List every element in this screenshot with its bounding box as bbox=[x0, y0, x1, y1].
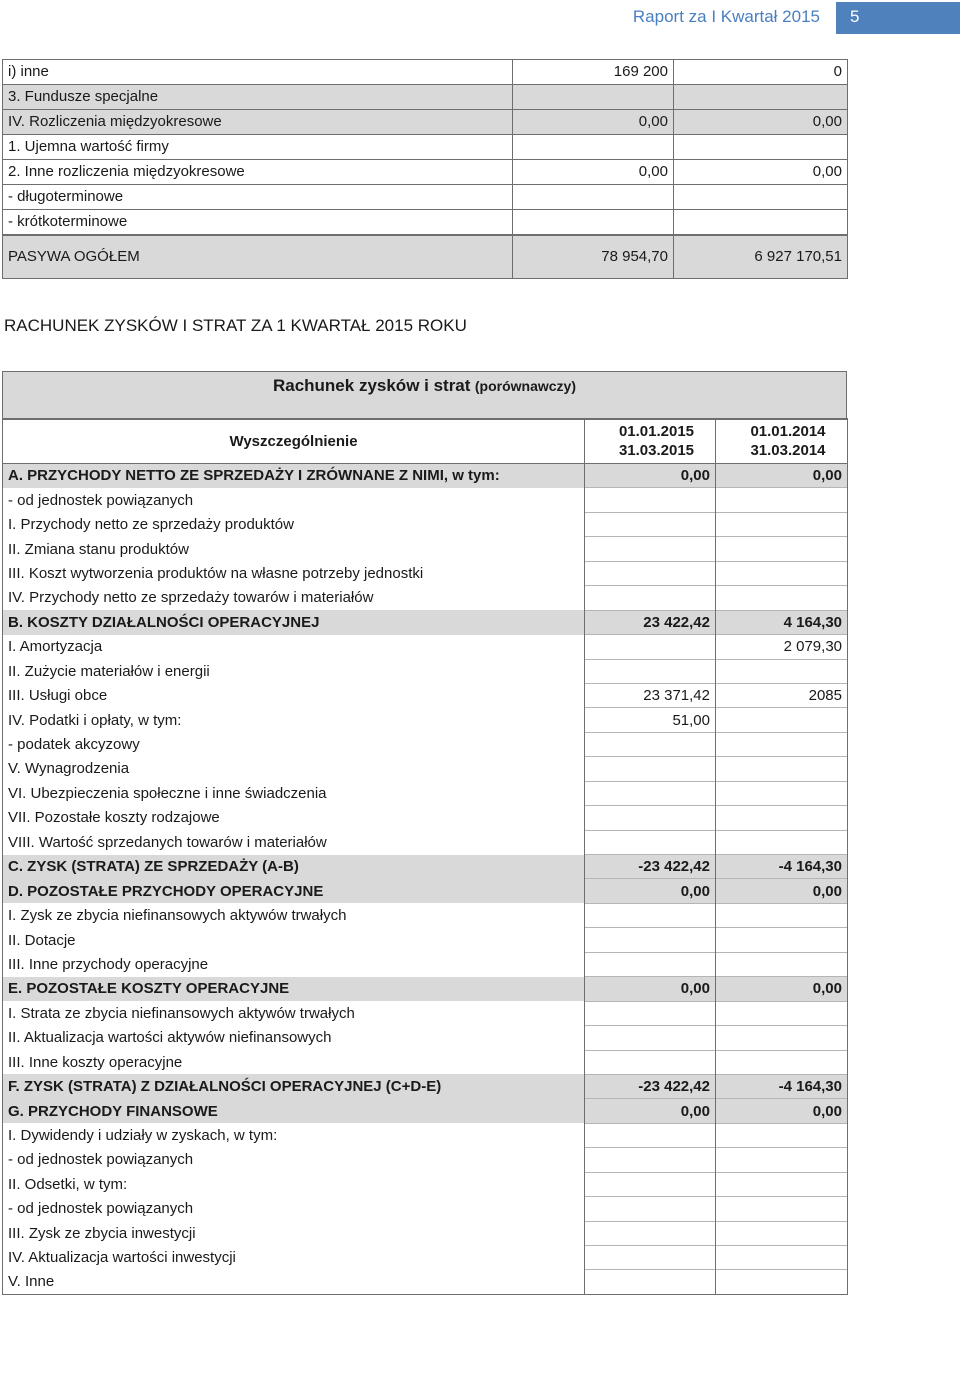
value-2014 bbox=[716, 659, 848, 683]
table-row bbox=[3, 512, 848, 536]
value-2014: -4 164,30 bbox=[716, 1074, 848, 1098]
value-2015 bbox=[585, 781, 716, 805]
value-2014 bbox=[716, 928, 848, 952]
header-description: Wyszczególnienie bbox=[3, 419, 585, 464]
row-label: V. Wynagrodzenia bbox=[3, 757, 585, 781]
table-row bbox=[3, 1221, 848, 1245]
value-2014: 0,00 bbox=[716, 977, 848, 1001]
table-row bbox=[3, 683, 848, 707]
row-label: - od jednostek powiązanych bbox=[3, 488, 585, 512]
value-2014 bbox=[716, 1270, 848, 1294]
row-label: IV. Przychody netto ze sprzedaży towarów i materiałów bbox=[3, 586, 585, 610]
row-label: II. Odsetki, w tym: bbox=[3, 1172, 585, 1196]
value-2015 bbox=[585, 757, 716, 781]
row-label: 3. Fundusze specjalne bbox=[3, 85, 513, 110]
value-2014: 0,00 bbox=[716, 464, 848, 488]
balance-row bbox=[3, 110, 848, 135]
page-number-box bbox=[836, 2, 960, 34]
income-statement-body bbox=[3, 464, 848, 1295]
row-label: 1. Ujemna wartość firmy bbox=[3, 135, 513, 160]
value-2014 bbox=[674, 135, 848, 160]
total-label: PASYWA OGÓŁEM bbox=[3, 235, 513, 279]
value-2015 bbox=[585, 1050, 716, 1074]
header-period-2014-end: 31.03.2014 bbox=[750, 442, 826, 459]
table-row bbox=[3, 903, 848, 927]
table-row bbox=[3, 1001, 848, 1025]
row-label: I. Dywidendy i udziały w zyskach, w tym: bbox=[3, 1123, 585, 1147]
row-label: V. Inne bbox=[3, 1270, 585, 1294]
balance-row bbox=[3, 60, 848, 85]
page-number: 5 bbox=[850, 7, 860, 26]
header-period-2015 bbox=[585, 419, 716, 464]
row-label: - od jednostek powiązanych bbox=[3, 1197, 585, 1221]
value-2014: 4 164,30 bbox=[716, 610, 848, 634]
row-label: - od jednostek powiązanych bbox=[3, 1148, 585, 1172]
value-2015 bbox=[585, 732, 716, 756]
value-2015 bbox=[585, 1246, 716, 1270]
value-2015 bbox=[585, 1172, 716, 1196]
table-row bbox=[3, 1123, 848, 1147]
value-2014 bbox=[716, 732, 848, 756]
value-2014 bbox=[716, 1246, 848, 1270]
row-label: G. PRZYCHODY FINANSOWE bbox=[3, 1099, 585, 1123]
row-label: i) inne bbox=[3, 60, 513, 85]
value-2014 bbox=[674, 210, 848, 236]
page-header bbox=[0, 0, 960, 34]
value-2015 bbox=[585, 1001, 716, 1025]
row-label: VIII. Wartość sprzedanych towarów i materiałów bbox=[3, 830, 585, 854]
value-2015: 0,00 bbox=[585, 1099, 716, 1123]
row-label: IV. Podatki i opłaty, w tym: bbox=[3, 708, 585, 732]
value-2015 bbox=[585, 928, 716, 952]
row-label: VII. Pozostałe koszty rodzajowe bbox=[3, 806, 585, 830]
value-2014: -4 164,30 bbox=[716, 855, 848, 879]
table-row bbox=[3, 708, 848, 732]
row-label: I. Amortyzacja bbox=[3, 635, 585, 659]
value-2015 bbox=[585, 635, 716, 659]
value-2015 bbox=[585, 1270, 716, 1294]
value-2015 bbox=[585, 488, 716, 512]
table-row bbox=[3, 1246, 848, 1270]
value-2015: 23 422,42 bbox=[585, 610, 716, 634]
balance-total-row bbox=[3, 235, 848, 279]
value-2014 bbox=[716, 830, 848, 854]
table-row bbox=[3, 464, 848, 488]
row-label: A. PRZYCHODY NETTO ZE SPRZEDAŻY I ZRÓWNANE Z NIMI, w tym: bbox=[3, 464, 585, 488]
table-row bbox=[3, 1099, 848, 1123]
table-row bbox=[3, 1270, 848, 1294]
value-2014: 2085 bbox=[716, 683, 848, 707]
value-2014: 0,00 bbox=[674, 160, 848, 185]
value-2014: 0,00 bbox=[716, 879, 848, 903]
row-label: III. Koszt wytworzenia produktów na własne potrzeby jednostki bbox=[3, 561, 585, 585]
table-row bbox=[3, 1197, 848, 1221]
balance-sheet-liabilities-table bbox=[2, 59, 848, 279]
table-row bbox=[3, 732, 848, 756]
row-label: E. POZOSTAŁE KOSZTY OPERACYJNE bbox=[3, 977, 585, 1001]
table-row bbox=[3, 586, 848, 610]
row-label: C. ZYSK (STRATA) ZE SPRZEDAŻY (A-B) bbox=[3, 855, 585, 879]
row-label: IV. Aktualizacja wartości inwestycji bbox=[3, 1246, 585, 1270]
value-2015 bbox=[513, 210, 674, 236]
table-row bbox=[3, 1172, 848, 1196]
row-label: VI. Ubezpieczenia społeczne i inne świadczenia bbox=[3, 781, 585, 805]
value-2014: 0,00 bbox=[716, 1099, 848, 1123]
value-2014 bbox=[716, 903, 848, 927]
row-label: IV. Rozliczenia międzyokresowe bbox=[3, 110, 513, 135]
header-period-2015-end: 31.03.2015 bbox=[618, 442, 695, 459]
value-2014 bbox=[716, 781, 848, 805]
value-2014 bbox=[716, 561, 848, 585]
row-label: 2. Inne rozliczenia międzyokresowe bbox=[3, 160, 513, 185]
row-label: I. Strata ze zbycia niefinansowych aktywów trwałych bbox=[3, 1001, 585, 1025]
value-2014 bbox=[716, 952, 848, 976]
row-label: II. Dotacje bbox=[3, 928, 585, 952]
value-2015: -23 422,42 bbox=[585, 855, 716, 879]
value-2015: 0,00 bbox=[585, 464, 716, 488]
row-label: II. Zużycie materiałów i energii bbox=[3, 659, 585, 683]
balance-row bbox=[3, 185, 848, 210]
income-statement-table bbox=[2, 418, 848, 1295]
row-label: III. Inne przychody operacyjne bbox=[3, 952, 585, 976]
value-2015 bbox=[513, 135, 674, 160]
value-2015 bbox=[585, 830, 716, 854]
value-2015 bbox=[585, 1221, 716, 1245]
value-2015 bbox=[585, 1026, 716, 1050]
value-2014 bbox=[716, 1001, 848, 1025]
rzis-caption-sub: (porównawczy) bbox=[474, 378, 577, 394]
table-row bbox=[3, 977, 848, 1001]
value-2015: 0,00 bbox=[585, 879, 716, 903]
value-2015: 169 200 bbox=[513, 60, 674, 85]
row-label: III. Usługi obce bbox=[3, 683, 585, 707]
value-2014: 0,00 bbox=[674, 110, 848, 135]
table-row bbox=[3, 781, 848, 805]
table-row bbox=[3, 879, 848, 903]
row-label: III. Zysk ze zbycia inwestycji bbox=[3, 1221, 585, 1245]
row-label: II. Aktualizacja wartości aktywów niefinansowych bbox=[3, 1026, 585, 1050]
table-row bbox=[3, 1026, 848, 1050]
value-2014 bbox=[674, 185, 848, 210]
row-label: B. KOSZTY DZIAŁALNOŚCI OPERACYJNEJ bbox=[3, 610, 585, 634]
value-2014 bbox=[716, 1221, 848, 1245]
value-2014 bbox=[716, 757, 848, 781]
value-2014 bbox=[716, 1172, 848, 1196]
balance-row bbox=[3, 160, 848, 185]
report-title: Raport za I Kwartał 2015 bbox=[632, 7, 820, 26]
value-2015: -23 422,42 bbox=[585, 1074, 716, 1098]
value-2014 bbox=[716, 1026, 848, 1050]
value-2014: 2 079,30 bbox=[716, 635, 848, 659]
section-title: RACHUNEK ZYSKÓW I STRAT ZA 1 KWARTAŁ 2015 ROKU bbox=[4, 316, 467, 335]
balance-row bbox=[3, 85, 848, 110]
row-label: I. Przychody netto ze sprzedaży produktów bbox=[3, 512, 585, 536]
value-2014: 0 bbox=[674, 60, 848, 85]
value-2014 bbox=[716, 586, 848, 610]
value-2015 bbox=[585, 903, 716, 927]
value-2015 bbox=[585, 1123, 716, 1147]
header-period-2014 bbox=[716, 419, 848, 464]
value-2014 bbox=[674, 85, 848, 110]
table-row bbox=[3, 855, 848, 879]
value-2014 bbox=[716, 1123, 848, 1147]
table-row bbox=[3, 1074, 848, 1098]
value-2014 bbox=[716, 1148, 848, 1172]
table-row bbox=[3, 488, 848, 512]
table-row bbox=[3, 1050, 848, 1074]
value-2015 bbox=[513, 85, 674, 110]
value-2015 bbox=[585, 806, 716, 830]
total-2015: 78 954,70 bbox=[513, 235, 674, 279]
value-2015: 0,00 bbox=[513, 110, 674, 135]
value-2015 bbox=[585, 952, 716, 976]
header-period-2015-start: 01.01.2015 bbox=[618, 423, 695, 440]
header-period-2014-start: 01.01.2014 bbox=[750, 423, 826, 440]
value-2015 bbox=[585, 537, 716, 561]
value-2015: 0,00 bbox=[585, 977, 716, 1001]
total-2014: 6 927 170,51 bbox=[674, 235, 848, 279]
table-row bbox=[3, 928, 848, 952]
income-statement-header-row bbox=[3, 419, 848, 464]
table-row bbox=[3, 1148, 848, 1172]
row-label: - podatek akcyzowy bbox=[3, 732, 585, 756]
row-label: - długoterminowe bbox=[3, 185, 513, 210]
table-row bbox=[3, 561, 848, 585]
value-2015 bbox=[585, 586, 716, 610]
row-label: D. POZOSTAŁE PRZYCHODY OPERACYJNE bbox=[3, 879, 585, 903]
value-2014 bbox=[716, 1050, 848, 1074]
table-row bbox=[3, 537, 848, 561]
value-2015: 23 371,42 bbox=[585, 683, 716, 707]
table-row bbox=[3, 806, 848, 830]
row-label: I. Zysk ze zbycia niefinansowych aktywów trwałych bbox=[3, 903, 585, 927]
table-row bbox=[3, 952, 848, 976]
value-2015 bbox=[585, 1148, 716, 1172]
value-2014 bbox=[716, 1197, 848, 1221]
value-2015 bbox=[585, 1197, 716, 1221]
rzis-caption-main: Rachunek zysków i strat bbox=[272, 376, 471, 395]
value-2014 bbox=[716, 512, 848, 536]
table-row bbox=[3, 610, 848, 634]
row-label: F. ZYSK (STRATA) Z DZIAŁALNOŚCI OPERACYJNEJ (C+D-E) bbox=[3, 1074, 585, 1098]
balance-table-body bbox=[3, 60, 848, 279]
table-row bbox=[3, 659, 848, 683]
row-label: II. Zmiana stanu produktów bbox=[3, 537, 585, 561]
balance-row bbox=[3, 210, 848, 236]
value-2014 bbox=[716, 806, 848, 830]
value-2014 bbox=[716, 488, 848, 512]
value-2015: 51,00 bbox=[585, 708, 716, 732]
value-2015 bbox=[585, 659, 716, 683]
value-2015: 0,00 bbox=[513, 160, 674, 185]
row-label: III. Inne koszty operacyjne bbox=[3, 1050, 585, 1074]
table-row bbox=[3, 757, 848, 781]
value-2015 bbox=[585, 561, 716, 585]
table-row bbox=[3, 635, 848, 659]
value-2014 bbox=[716, 708, 848, 732]
value-2015 bbox=[585, 512, 716, 536]
value-2014 bbox=[716, 537, 848, 561]
balance-row bbox=[3, 135, 848, 160]
rzis-caption bbox=[2, 371, 847, 420]
row-label: - krótkoterminowe bbox=[3, 210, 513, 236]
value-2015 bbox=[513, 185, 674, 210]
table-row bbox=[3, 830, 848, 854]
